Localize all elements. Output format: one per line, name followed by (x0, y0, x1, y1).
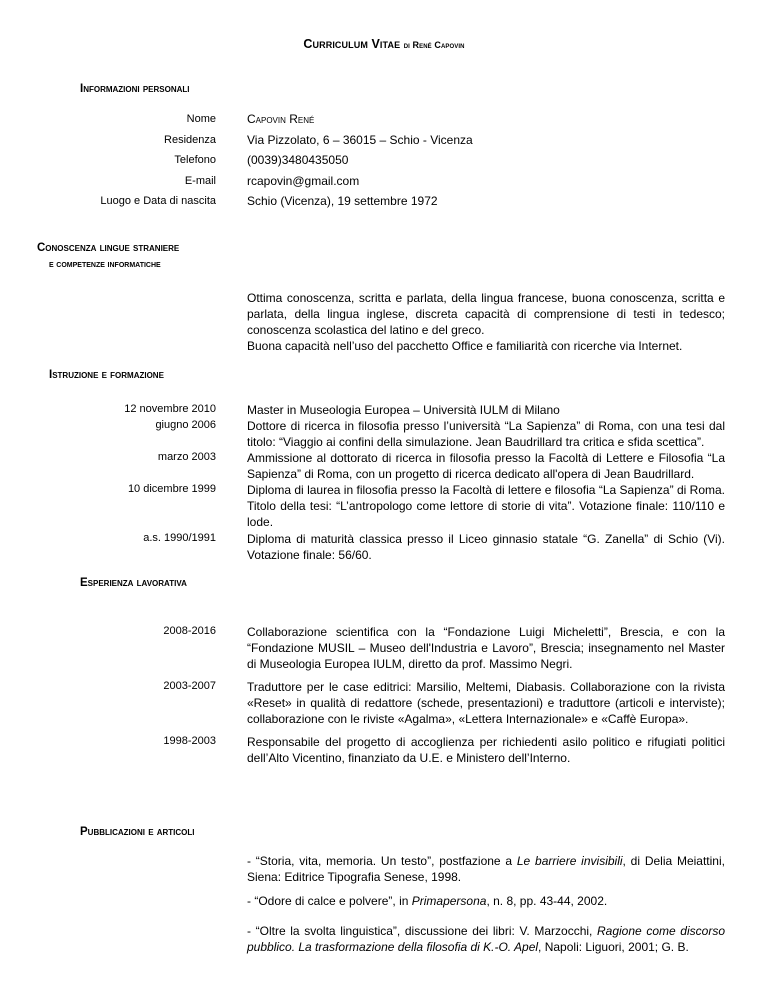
publication-title: Primapersona (411, 894, 487, 908)
label-nome: Nome (186, 113, 216, 125)
publication-item (247, 923, 725, 955)
document-title (0, 37, 768, 51)
languages-paragraph-2: Buona capacità nell’uso del pacchetto Office e familiarità con ricerche via Internet. (247, 339, 683, 353)
value-telefono: (0039)3480435050 (247, 153, 349, 167)
publication-item (247, 893, 725, 909)
value-nome: Capovin René (247, 112, 315, 126)
education-item: Master in Museologia Europea – Università IULM di Milano (247, 403, 560, 417)
education-item: Dottore di ricerca in filosofia presso l’università “La Sapienza” di Roma, con una tesi dal titolo: “Viaggio ai confini della simulazione. Jean Baudrillard tra critica e sfida scettica”. (247, 419, 725, 449)
label-email: E-mail (184, 175, 216, 187)
education-date: 10 dicembre 1999 (127, 483, 216, 495)
work-item: Traduttore per le case editrici: Marsilio, Meltemi, Diabasis. Collaborazione con la rivista «Reset» in qualità di redattore (schede, presentazioni) e traduttore (articoli e interviste); collaborazione con le riviste «Agalma», «Lettera Internazionale» e «Caffè Europa». (247, 680, 725, 726)
publication-text: , n. 8, pp. 43-44, 2002. (486, 894, 608, 908)
education-item: Diploma di laurea in filosofia presso la Facoltà di lettere e filosofia “La Sapienza” di Roma. Titolo della tesi: “L’antropologo come lettore di storie di vita”. Votazione finale: 110/110 e lode. (247, 483, 725, 529)
publication-text: - “Storia, vita, memoria. Un testo”, postfazione a (247, 854, 517, 868)
languages-paragraph-1: Ottima conoscenza, scritta e parlata, della lingua francese, buona conoscenza, scritta e parlata, della lingua inglese, discreta capacità di comprensione di testi in tedesco; conoscenza scolastica del latino e del greco. (247, 291, 725, 337)
work-date: 2008-2016 (163, 625, 216, 637)
value-email: rcapovin@gmail.com (247, 174, 360, 188)
value-residenza: Via Pizzolato, 6 – 36015 – Schio - Vicenza (247, 133, 473, 147)
education-date: a.s. 1990/1991 (143, 532, 216, 544)
section-heading-education: Istruzione e formazione (49, 369, 164, 381)
publication-title: Le barriere invisibili (516, 854, 623, 868)
education-date: giugno 2006 (155, 419, 216, 431)
work-date: 2003-2007 (163, 680, 216, 692)
education-item: Ammissione al dottorato di ricerca in filosofia presso la Facoltà di Lettere e Filosofia “La Sapienza” di Roma, con un progetto di ricerca dedicato all'opera di Jean Baudrillard. (247, 451, 725, 481)
label-telefono: Telefono (174, 154, 216, 166)
section-heading-languages-2: e competenze informatiche (49, 259, 161, 270)
label-nascita: Luogo e Data di nascita (100, 195, 216, 207)
section-heading-work: Esperienza lavorativa (80, 577, 187, 589)
label-residenza: Residenza (164, 134, 216, 146)
section-heading-languages: Conoscenza lingue straniere (37, 242, 180, 254)
publication-text: - “Odore di calce e polvere”, in (247, 894, 412, 908)
section-heading-personal: Informazioni personali (80, 83, 190, 95)
publication-text: , di Delia Meiattini, Siena: Editrice Tipografia Senese, 1998. (247, 854, 725, 884)
publication-title: Ragione come discorso pubblico. La trasformazione della filosofia di K.-O. Apel (247, 924, 725, 954)
education-date: 12 novembre 2010 (124, 403, 216, 415)
title-sub: di René Capovin (403, 40, 465, 50)
work-item: Responsabile del progetto di accoglienza per richiedenti asilo politico e rifugiati politici dell’Alto Vicentino, finanziato da U.E. e Ministero dell’Interno. (247, 735, 725, 765)
publication-text: , Napoli: Liguori, 2001; G. B. (538, 940, 689, 954)
value-nascita: Schio (Vicenza), 19 settembre 1972 (247, 194, 438, 208)
work-date: 1998-2003 (163, 735, 216, 747)
title-main: Curriculum Vitae (303, 37, 401, 51)
work-item: Collaborazione scientifica con la “Fondazione Luigi Micheletti”, Brescia, e con la “Fondazione MUSIL – Museo dell'Industria e Lavoro”, Brescia; insegnamento nel Master di Museologia Europea IULM, diretto da prof. Massimo Negri. (247, 625, 725, 671)
publication-text: - “Oltre la svolta linguistica”, discussione dei libri: V. Marzocchi, (247, 924, 597, 938)
section-heading-publications: Pubblicazioni e articoli (80, 826, 195, 838)
education-date: marzo 2003 (157, 451, 216, 463)
publication-item (247, 853, 725, 885)
education-item: Diploma di maturità classica presso il Liceo ginnasio statale “G. Zanella” di Schio (Vi). Votazione finale: 56/60. (247, 532, 725, 562)
